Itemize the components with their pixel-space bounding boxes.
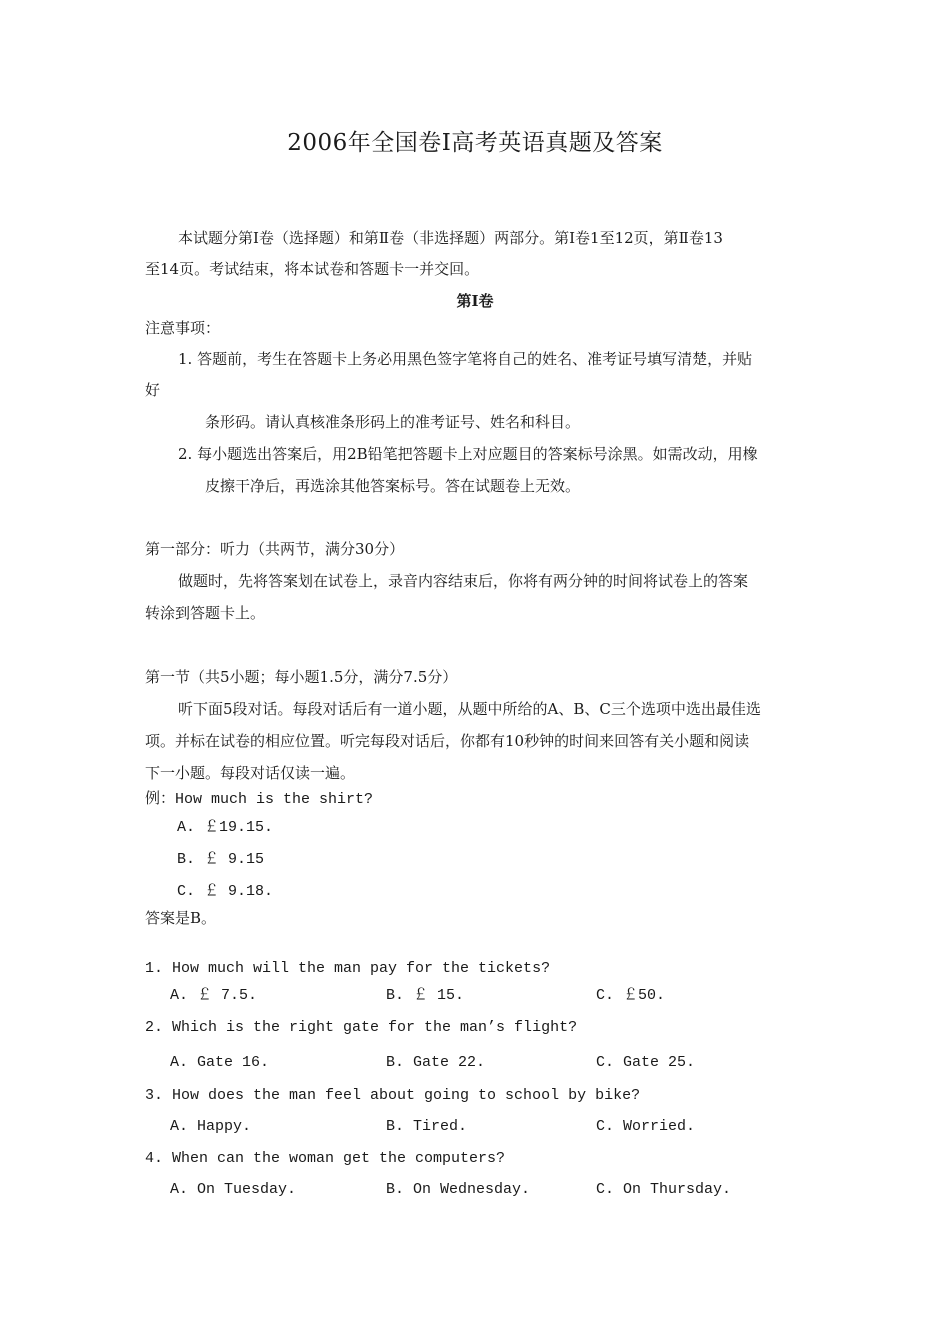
- question-1-option-a: A. ￡ 7.5.: [170, 987, 258, 1004]
- question-2-option-b: B. Gate 22.: [386, 1054, 486, 1071]
- section1-instr-line-3: 下一小题。每段对话仅读一遍。: [145, 764, 356, 782]
- notes-item-2-line-2: 皮擦干净后，再选涂其他答案标号。答在试题卷上无效。: [205, 477, 581, 495]
- notes-item-1-line-2: 好: [145, 381, 161, 399]
- question-2: 2. Which is the right gate for the man’s flight?: [145, 1019, 578, 1036]
- question-3: 3. How does the man feel about going to school by bike?: [145, 1087, 641, 1104]
- question-3-option-c: C. Worried.: [596, 1118, 696, 1135]
- section1-heading: 第一节（共5小题；每小题1.5分，满分7.5分）: [145, 668, 458, 686]
- question-1-option-c: C. ￡50.: [596, 987, 666, 1004]
- question-1-option-b: B. ￡ 15.: [386, 987, 465, 1004]
- question-4-option-c: C. On Thursday.: [596, 1181, 732, 1198]
- notes-item-2-line-1: 2. 每小题选出答案后，用2B铅笔把答题卡上对应题目的答案标号涂黑。如需改动，用橡: [178, 445, 758, 463]
- intro-line-1: 本试题分第Ⅰ卷（选择题）和第Ⅱ卷（非选择题）两部分。第Ⅰ卷1至12页，第Ⅱ卷13: [178, 229, 723, 247]
- example-option-a: A. ￡19.15.: [177, 819, 274, 836]
- question-4-option-a: A. On Tuesday.: [170, 1181, 297, 1198]
- part1-instr-line-1: 做题时，先将答案划在试卷上，录音内容结束后，你将有两分钟的时间将试卷上的答案: [178, 572, 749, 590]
- part1-instr-line-2: 转涂到答题卡上。: [145, 604, 266, 622]
- question-4: 4. When can the woman get the computers?: [145, 1150, 506, 1167]
- example-option-c: C. ￡ 9.18.: [177, 883, 274, 900]
- section1-instr-line-1: 听下面5段对话。每段对话后有一道小题，从题中所给的A、B、C三个选项中选出最佳选: [178, 700, 761, 718]
- page-title: 2006年全国卷Ⅰ高考英语真题及答案: [287, 130, 663, 156]
- volume-heading: 第Ⅰ卷: [456, 292, 494, 310]
- notes-item-1-line-3: 条形码。请认真核准条形码上的准考证号、姓名和科目。: [205, 413, 581, 431]
- notes-label: 注意事项：: [145, 319, 221, 337]
- intro-line-2: 至14页。考试结束，将本试卷和答题卡一并交回。: [145, 260, 480, 278]
- example-option-b: B. ￡ 9.15: [177, 851, 265, 868]
- question-3-option-a: A. Happy.: [170, 1118, 252, 1135]
- example-question: 例：How much is the shirt?: [145, 791, 374, 808]
- question-1: 1. How much will the man pay for the tickets?: [145, 960, 551, 977]
- question-3-option-b: B. Tired.: [386, 1118, 468, 1135]
- question-2-option-c: C. Gate 25.: [596, 1054, 696, 1071]
- part1-heading: 第一部分：听力（共两节，满分30分）: [145, 540, 405, 558]
- question-4-option-b: B. On Wednesday.: [386, 1181, 531, 1198]
- example-answer: 答案是B。: [145, 909, 217, 927]
- question-2-option-a: A. Gate 16.: [170, 1054, 270, 1071]
- section1-instr-line-2: 项。并标在试卷的相应位置。听完每段对话后，你都有10秒钟的时间来回答有关小题和阅读: [145, 732, 750, 750]
- notes-item-1-line-1: 1. 答题前，考生在答题卡上务必用黑色签字笔将自己的姓名、准考证号填写清楚，并贴: [178, 350, 753, 368]
